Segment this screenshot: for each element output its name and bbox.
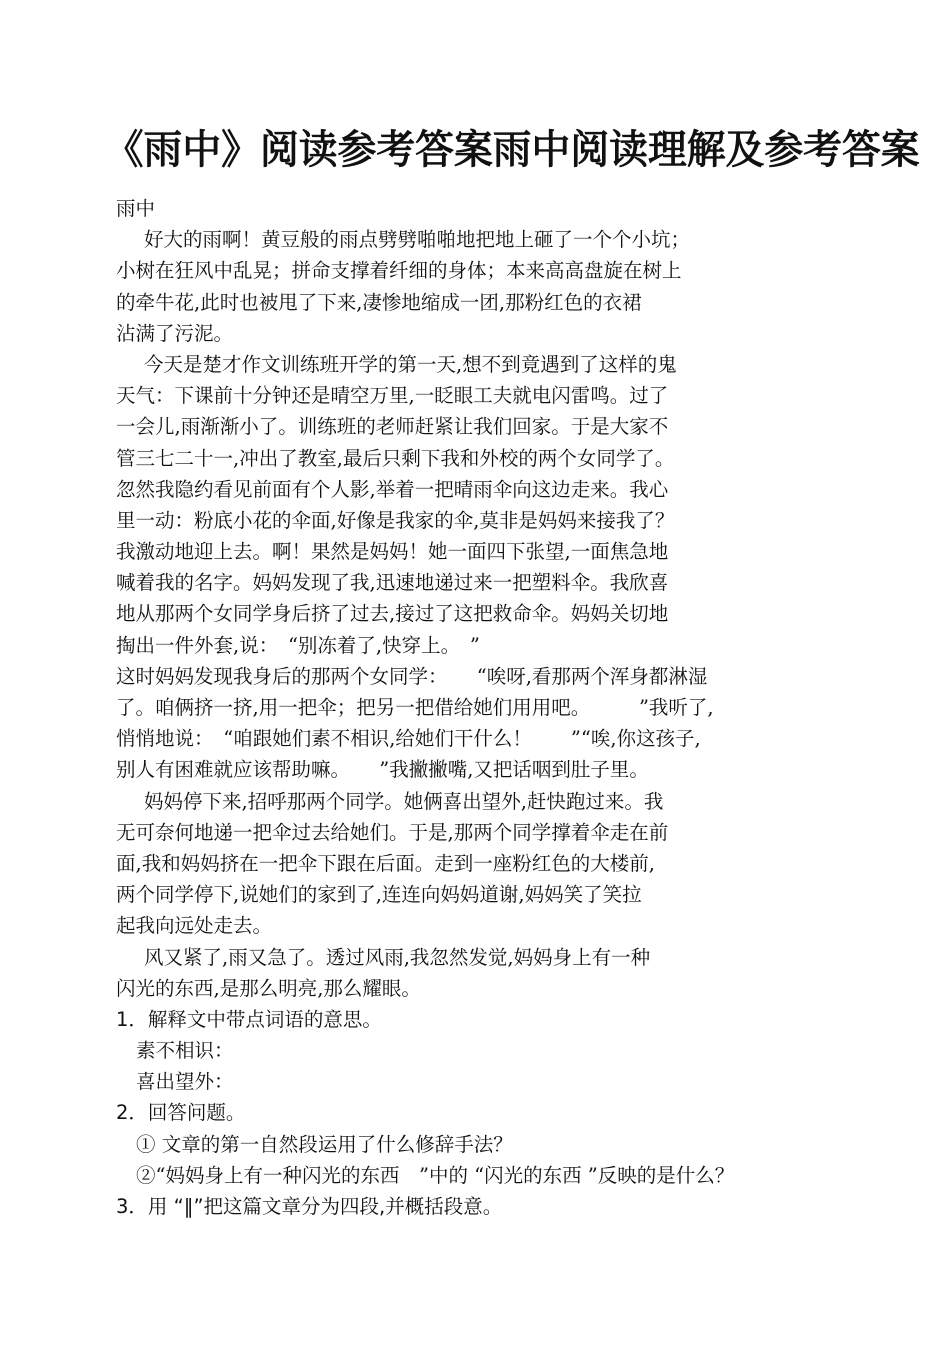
question-1-item: 素不相识： — [136, 1039, 234, 1063]
paragraph-line: 掏出一件外套,说： “别冻着了,快穿上。 ” — [116, 633, 480, 657]
paragraph-line: 一会儿,雨渐渐小了。训练班的老师赶紧让我们回家。于是大家不 — [116, 415, 669, 439]
question-2-item: ②“妈妈身上有一种闪光的东西 ”中的 “闪光的东西 ”反映的是什么？ — [136, 1163, 735, 1187]
paragraph-line: 妈妈停下来,招呼那两个同学。她俩喜出望外,赶快跑过来。我 — [144, 789, 664, 813]
question-2-item: ① 文章的第一自然段运用了什么修辞手法？ — [136, 1132, 513, 1156]
paragraph-line: 起我向远处走去。 — [116, 914, 273, 938]
document-title: 《雨中》阅读参考答案雨中阅读理解及参考答案 — [104, 127, 920, 173]
question-3: 3．用 “‖”把这篇文章分为四段,并概括段意。 — [116, 1195, 503, 1218]
paragraph-line: 忽然我隐约看见前面有个人影,举着一把晴雨伞向这边走来。我心 — [116, 477, 669, 501]
paragraph-line: 面,我和妈妈挤在一把伞下跟在后面。走到一座粉红色的大楼前, — [116, 851, 655, 875]
paragraph-line: 别人有困难就应该帮助嘛。 ”我撇撇嘴,又把话咽到肚子里。 — [116, 758, 649, 782]
paragraph-line: 小树在狂风中乱晃；拼命支撑着纤细的身体；本来高高盘旋在树上 — [116, 259, 682, 283]
paragraph-line: 管三七二十一,冲出了教室,最后只剩下我和外校的两个女同学了。 — [116, 446, 675, 470]
paragraph-line: 风又紧了,雨又急了。透过风雨,我忽然发觉,妈妈身上有一种 — [144, 945, 651, 969]
paragraph-line: 里一动：粉底小花的伞面,好像是我家的伞,莫非是妈妈来接我了？ — [116, 508, 675, 532]
paragraph-line: 两个同学停下,说她们的家到了,连连向妈妈道谢,妈妈笑了笑拉 — [116, 883, 642, 907]
paragraph-line: 悄悄地说： “咱跟她们素不相识,给她们干什么！ ”“唉,你这孩子, — [116, 727, 701, 751]
paragraph-line: 喊着我的名字。妈妈发现了我,迅速地递过来一把塑料伞。我欣喜 — [116, 571, 669, 595]
paragraph-line: 了。咱俩挤一挤,用一把伞；把另一把借给她们用用吧。 ”我听了, — [116, 696, 714, 719]
paragraph-line: 这时妈妈发现我身后的那两个女同学： “唉呀,看那两个浑身都淋湿 — [116, 664, 708, 688]
paragraph-line: 好大的雨啊！黄豆般的雨点劈劈啪啪地把地上砸了一个个小坑； — [144, 228, 691, 252]
question-1-item: 喜出望外： — [136, 1070, 234, 1094]
paragraph-line: 地从那两个女同学身后挤了过去,接过了这把救命伞。妈妈关切地 — [116, 602, 669, 626]
document-body — [116, 193, 816, 1222]
section-heading: 雨中 — [116, 197, 156, 220]
paragraph-line: 闪光的东西,是那么明亮,那么耀眼。 — [116, 976, 421, 1000]
question-2: 2．回答问题。 — [116, 1101, 246, 1125]
paragraph-line: 我激动地迎上去。啊！果然是妈妈！她一面四下张望,一面焦急地 — [116, 540, 669, 564]
paragraph-line: 今天是楚才作文训练班开学的第一天,想不到竟遇到了这样的鬼 — [144, 352, 677, 376]
paragraph-line: 无可奈何地递一把伞过去给她们。于是,那两个同学撑着伞走在前 — [116, 820, 669, 844]
paragraph-line: 沾满了污泥。 — [116, 321, 234, 345]
question-1: 1．解释文中带点词语的意思。 — [116, 1007, 382, 1031]
paragraph-line: 天气：下课前十分钟还是晴空万里,一眨眼工夫就电闪雷鸣。过了 — [116, 384, 669, 408]
paragraph-line: 的牵牛花,此时也被甩了下来,凄惨地缩成一团,那粉红色的衣裙 — [116, 290, 642, 314]
